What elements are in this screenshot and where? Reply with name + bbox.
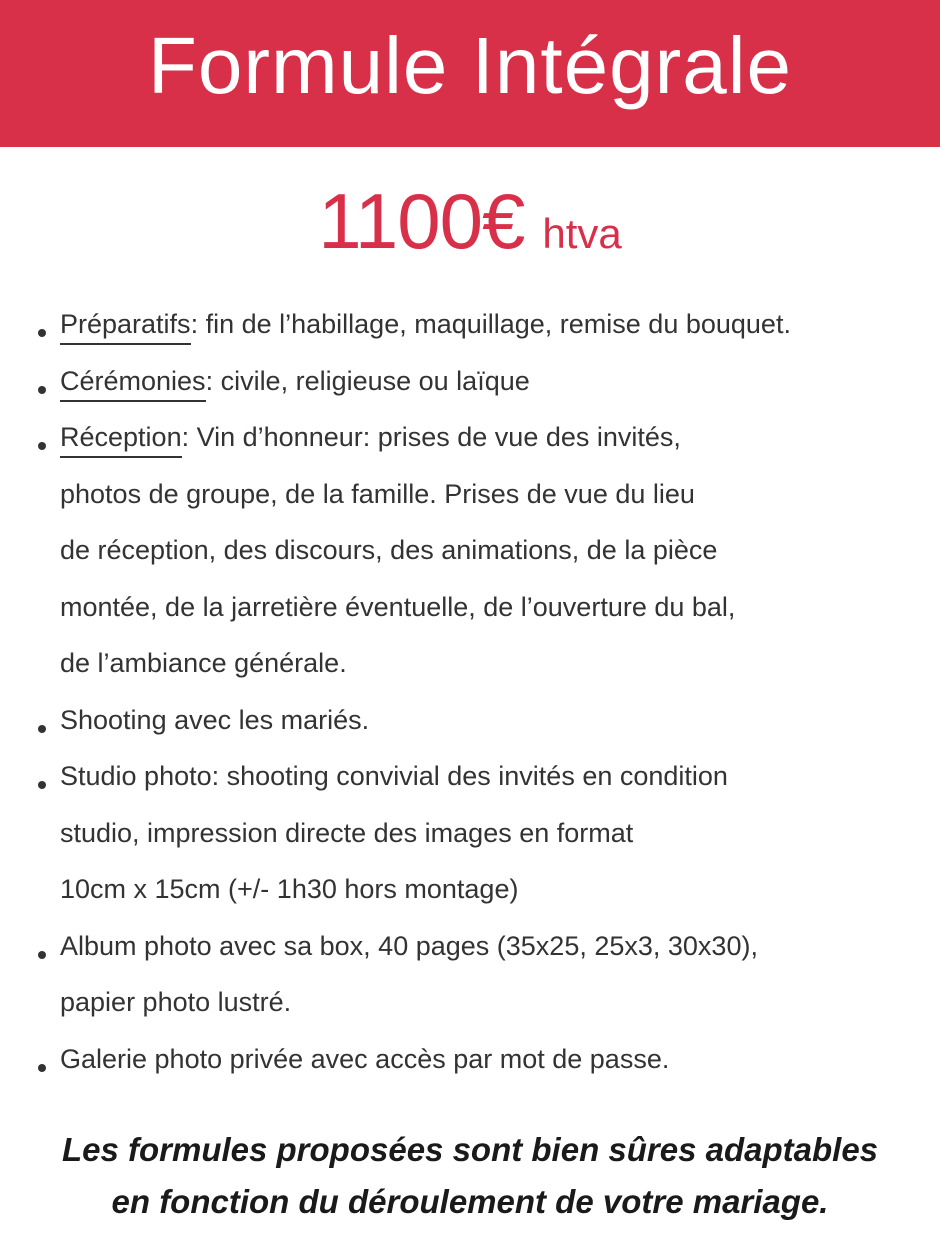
feature-label: Cérémonies [60,366,206,402]
title-banner [0,0,940,147]
price [0,176,940,267]
page-title: Formule Intégrale [148,20,792,110]
feature-list [36,296,926,1087]
bullet-icon [38,329,46,337]
feature-text: Album photo avec sa box, 40 pages (35x25, 25x3, 30x30), [60,930,758,961]
feature-text: : Vin d’honneur: prises de vue des invités, [181,422,681,452]
feature-text: de réception, des discours, des animations, de la pièce [60,535,718,565]
bullet-icon [38,1064,46,1072]
price-suffix: htva [542,210,622,257]
list-item [36,918,926,1031]
list-item-line [60,353,926,410]
bullet-icon [38,725,46,733]
list-item [36,296,926,353]
feature-text: montée, de la jarretière éventuelle, de l’ouverture du bal, [60,591,736,622]
bullet-icon [38,951,46,959]
list-item [36,353,926,410]
bullet-icon [38,442,46,450]
feature-text: : civile, religieuse ou laïque [205,365,530,396]
feature-text: de l’ambiance générale. [60,648,347,678]
list-item-line [60,296,926,353]
feature-text: Shooting avec les mariés. [60,704,370,735]
feature-label: Réception [60,422,182,458]
feature-text: : fin de l’habillage, maquillage, remise du bouquet. [190,309,791,339]
feature-text: 10cm x 15cm (+/- 1h30 hors montage) [60,874,519,904]
footer-note [0,1124,940,1228]
list-item-line [60,409,926,466]
bullet-icon [38,386,46,394]
feature-label: Préparatifs [60,309,191,345]
footer-line: en fonction du déroulement de votre mariage. [111,1183,829,1220]
list-item [36,692,926,749]
list-item [36,1031,926,1088]
list-item [36,409,926,692]
bullet-icon [38,781,46,789]
feature-text: Studio photo: shooting convivial des invités en condition [60,761,728,791]
feature-text: Galerie photo privée avec accès par mot de passe. [60,1043,670,1074]
feature-text: studio, impression directe des images en format [60,817,634,848]
feature-text: papier photo lustré. [60,987,292,1017]
price-amount: 1100€ [318,177,525,265]
feature-text: photos de groupe, de la famille. Prises de vue du lieu [60,478,695,509]
footer-line: Les formules proposées sont bien sûres adaptables [61,1131,879,1168]
list-item [36,748,926,918]
